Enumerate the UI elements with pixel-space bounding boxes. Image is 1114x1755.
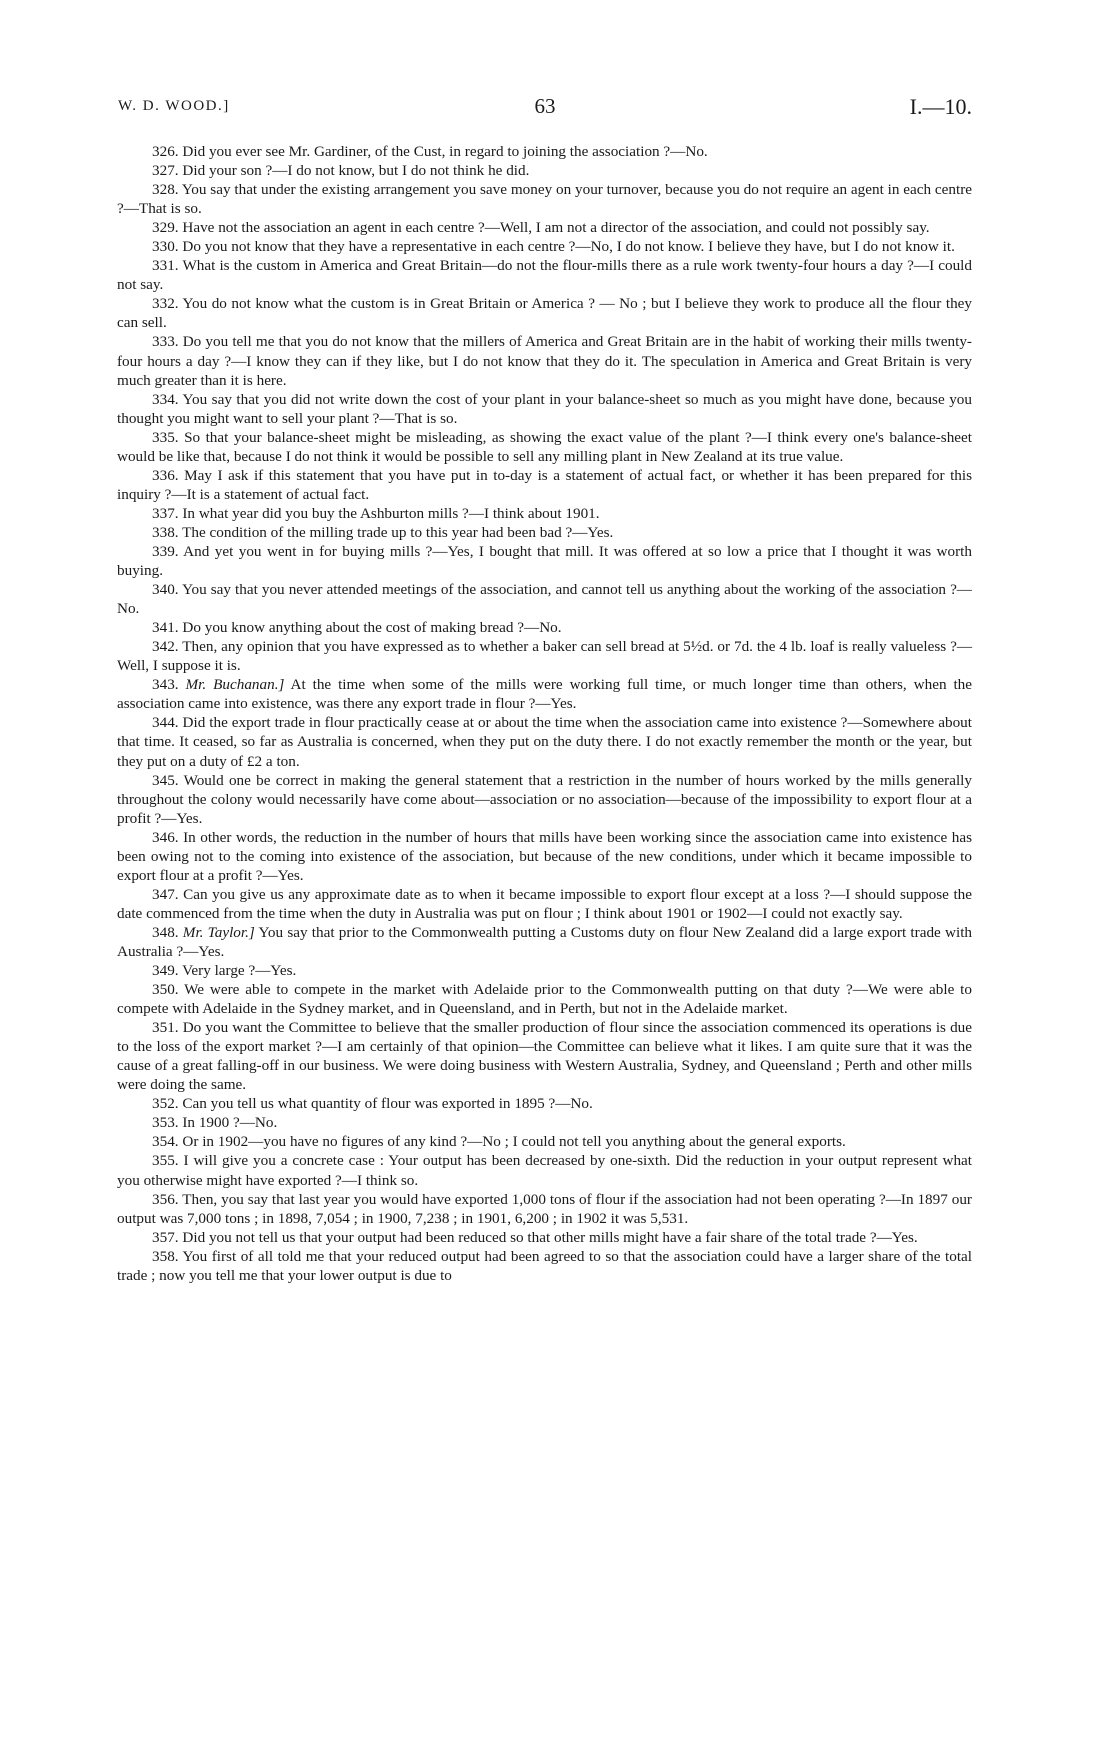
question-number: 335. bbox=[152, 428, 185, 446]
question-text: You say that you did not write down the cost of your plant in your balance-sheet so much as you might have done, because you thought you might want to sell your plant ?—That is so. bbox=[117, 390, 972, 427]
document-reference: I.—10. bbox=[909, 94, 972, 119]
question-paragraph bbox=[117, 523, 972, 542]
question-paragraph bbox=[117, 466, 972, 504]
question-paragraph bbox=[117, 713, 972, 770]
question-paragraph bbox=[117, 828, 972, 885]
question-number: 332. bbox=[152, 295, 183, 313]
question-number: 347. bbox=[152, 885, 184, 903]
page-number: 63 bbox=[534, 94, 556, 118]
question-number: 356. bbox=[152, 1190, 183, 1208]
question-paragraph bbox=[117, 161, 972, 180]
question-text: And yet you went in for buying mills ?—Yes, I bought that mill. It was offered at so low a price that I thought it was worth buying. bbox=[117, 542, 972, 580]
question-number: 346. bbox=[152, 828, 184, 846]
question-paragraph bbox=[117, 428, 972, 466]
question-number: 345. bbox=[152, 771, 184, 789]
question-paragraph bbox=[117, 142, 972, 161]
question-paragraph bbox=[117, 580, 972, 618]
question-number: 333. bbox=[152, 333, 183, 351]
question-text: In other words, the reduction in the number of hours that mills have been working since the association came into existence has been owing not to the coming into existence of the association, but because of the new conditions, under which it became impossible to export flour at a profit ?—Yes. bbox=[117, 828, 972, 884]
question-text: Can you tell us what quantity of flour was exported in 1895 ?—No. bbox=[182, 1095, 593, 1113]
question-number: 326. bbox=[152, 143, 183, 160]
question-number: 331. bbox=[152, 257, 183, 275]
question-number: 334. bbox=[152, 390, 183, 408]
question-number: 328. bbox=[152, 181, 182, 199]
question-text: Or in 1902—you have no figures of any kind ?—No ; I could not tell you anything about the general exports. bbox=[182, 1133, 846, 1151]
question-text: What is the custom in America and Great Britain—do not the flour-mills there as a rule work twenty-four hours a day ?—I could not say. bbox=[117, 257, 972, 294]
question-number: 348. bbox=[152, 923, 183, 941]
question-paragraph bbox=[117, 218, 972, 237]
question-text: Did you ever see Mr. Gardiner, of the Cust, in regard to joining the association ?—No. bbox=[182, 143, 708, 160]
question-paragraph bbox=[117, 332, 972, 389]
question-paragraph bbox=[117, 256, 972, 294]
question-paragraph bbox=[117, 504, 972, 523]
question-paragraph bbox=[117, 1247, 972, 1285]
question-text: Do you know anything about the cost of making bread ?—No. bbox=[182, 619, 562, 637]
question-text: May I ask if this statement that you have put in to-day is a statement of actual fact, or whether it has been prepared for this inquiry ?—It is a statement of actual fact. bbox=[117, 466, 973, 503]
question-text: You first of all told me that your reduced output had been agreed to so that the association could have a larger share of the total trade ; now you tell me that your lower output is due to bbox=[117, 1247, 973, 1284]
question-text: You do not know what the custom is in Great Britain or America ? — No ; but I believe they work to produce all the flour they can sell. bbox=[117, 295, 973, 332]
question-number: 330. bbox=[152, 238, 183, 256]
question-paragraph bbox=[117, 1151, 972, 1189]
question-paragraph bbox=[117, 923, 972, 961]
question-number: 358. bbox=[152, 1247, 183, 1265]
question-text: You say that under the existing arrangement you save money on your turnover, because you do not require an agent in each centre ?—That is so. bbox=[117, 181, 972, 218]
speaker-label: Mr. Taylor.] bbox=[182, 923, 255, 941]
question-text: I will give you a concrete case : Your output has been decreased by one-sixth. Did the reduction in your output represent what you otherwise might have exported ?—I think so. bbox=[117, 1152, 972, 1189]
question-text: Did you not tell us that your output had been reduced so that other mills might have a fair share of the total trade ?—Yes. bbox=[182, 1228, 918, 1246]
question-text: Very large ?—Yes. bbox=[182, 962, 297, 980]
question-paragraph bbox=[117, 771, 972, 828]
question-number: 357. bbox=[152, 1228, 183, 1246]
question-number: 327. bbox=[152, 162, 183, 180]
question-text: Have not the association an agent in each centre ?—Well, I am not a director of the association, and could not possibly say. bbox=[182, 219, 930, 237]
question-number: 329. bbox=[152, 219, 183, 237]
question-paragraph bbox=[117, 1113, 972, 1132]
question-text: So that your balance-sheet might be misleading, as showing the exact value of the plant ?—I think every one's balance-sheet would be like that, because I do not think it would be possible to sell any milling plant in New Zealand at its true value. bbox=[117, 428, 972, 465]
header-witness-name: W. D. WOOD.] bbox=[118, 98, 230, 114]
question-text: Can you give us any approximate date as to when it became impossible to export flour except at a loss ?—I should suppose the date commenced from the time when the duty in Australia was put on flour ; I think about 1901 or 1902—I could not exactly say. bbox=[117, 885, 972, 922]
question-text: Do you want the Committee to believe that the smaller production of flour since the association commenced its operations is due to the loss of the export market ?—I am certainly of that opinion—the Committee can believe what it likes. I am quite sure that it was the cause of a great falling-off in our business. We were doing business with Western Australia, Sydney, and Queensland ; Perth and other mills were doing the same. bbox=[117, 1019, 972, 1094]
question-number: 337. bbox=[152, 504, 183, 522]
question-paragraph bbox=[117, 1094, 972, 1113]
question-text: Then, any opinion that you have expressed as to whether a baker can sell bread at 5½d. or 7d. the 4 lb. loaf is really valueless ?—Well, I suppose it is. bbox=[117, 638, 973, 675]
question-text: Would one be correct in making the general statement that a restriction in the number of hours worked by the mills generally throughout the colony would necessarily have come about—association or no association—because of the impossibility to export flour at a profit ?—Yes. bbox=[117, 771, 972, 827]
question-paragraph bbox=[117, 637, 972, 675]
question-text: Did the export trade in flour practically cease at or about the time when the association came into existence ?—Somewhere about that time. It ceased, so far as Australia is concerned, when they put on the duty there. I do not exactly remember the month or the year, but they put on a duty of £2 a ton. bbox=[117, 714, 972, 770]
question-number: 349. bbox=[152, 962, 183, 980]
question-number: 351. bbox=[152, 1019, 183, 1037]
question-paragraph bbox=[117, 675, 972, 713]
question-text: At the time when some of the mills were working full time, or much longer time than others, when the association came into existence, was there any export trade in flour ?—Yes. bbox=[117, 676, 973, 713]
question-paragraph bbox=[117, 180, 972, 218]
speaker-label: Mr. Buchanan.] bbox=[185, 676, 285, 694]
question-paragraph bbox=[117, 1228, 972, 1247]
question-paragraph bbox=[117, 618, 972, 637]
question-text: You say that you never attended meetings of the association, and cannot tell us anything about the working of the association ?—No. bbox=[117, 581, 972, 618]
question-text: In 1900 ?—No. bbox=[182, 1114, 278, 1132]
question-paragraph bbox=[117, 1190, 972, 1228]
page-header bbox=[118, 94, 972, 124]
question-paragraph bbox=[117, 961, 972, 980]
question-number: 344. bbox=[152, 714, 183, 732]
question-number: 353. bbox=[152, 1114, 183, 1132]
question-number: 355. bbox=[152, 1152, 184, 1170]
question-text: In what year did you buy the Ashburton mills ?—I think about 1901. bbox=[182, 504, 600, 522]
question-number: 338. bbox=[152, 523, 183, 541]
question-number: 343. bbox=[152, 676, 186, 694]
question-paragraph bbox=[117, 885, 972, 923]
question-paragraph bbox=[117, 390, 972, 428]
testimony-body bbox=[117, 142, 972, 1285]
question-text: Then, you say that last year you would have exported 1,000 tons of flour if the association had not been operating ?—In 1897 our output was 7,000 tons ; in 1898, 7,054 ; in 1900, 7,238 ; in 1901, 6,200 ; in 1902 it was 5,531. bbox=[117, 1190, 972, 1227]
question-number: 352. bbox=[152, 1095, 183, 1113]
question-number: 354. bbox=[152, 1133, 183, 1151]
question-number: 342. bbox=[152, 638, 183, 656]
question-text: Did your son ?—I do not know, but I do not think he did. bbox=[182, 162, 530, 180]
question-paragraph bbox=[117, 542, 972, 580]
question-paragraph bbox=[117, 1132, 972, 1151]
question-text: We were able to compete in the market with Adelaide prior to the Commonwealth putting on that duty ?—We were able to compete with Adelaide in the Sydney market, and in Queensland, and in Perth, but not in the Adelaide market. bbox=[117, 981, 972, 1018]
question-paragraph bbox=[117, 980, 972, 1018]
question-text: Do you tell me that you do not know that the millers of America and Great Britain are in the habit of working their mills twenty-four hours a day ?—I know they can if they like, but I do not know that they do it. The speculation in America and Great Britain is very much greater than it is here. bbox=[117, 333, 972, 389]
question-paragraph bbox=[117, 1018, 972, 1094]
question-text: You say that prior to the Commonwealth putting a Customs duty on flour New Zealand did a large export trade with Australia ?—Yes. bbox=[117, 923, 973, 960]
question-text: The condition of the milling trade up to this year had been bad ?—Yes. bbox=[182, 523, 614, 541]
question-number: 350. bbox=[152, 981, 185, 999]
question-number: 340. bbox=[152, 581, 183, 599]
question-number: 336. bbox=[152, 466, 185, 484]
question-paragraph bbox=[117, 237, 972, 256]
question-text: Do you not know that they have a representative in each centre ?—No, I do not know. I believe they have, but I do not know it. bbox=[182, 238, 955, 256]
question-paragraph bbox=[117, 294, 972, 332]
question-number: 341. bbox=[152, 619, 183, 637]
question-number: 339. bbox=[152, 542, 184, 560]
